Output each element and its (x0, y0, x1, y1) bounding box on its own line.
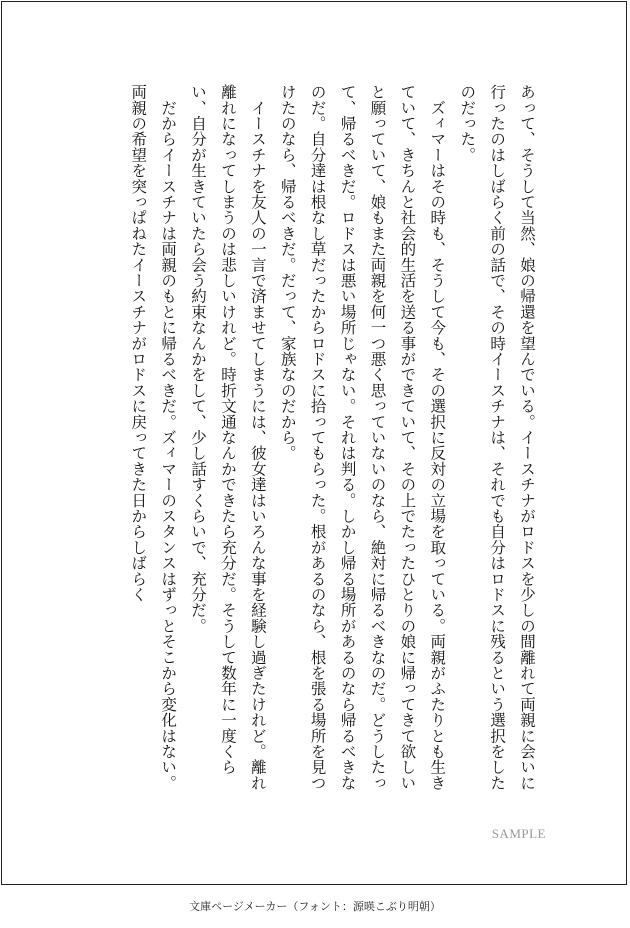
sample-watermark: SAMPLE (491, 826, 546, 841)
paragraph-3: イースチナを友人の一言で済ませてしまうには、彼女達はいろんな事を経験し過ぎたけれど。離れ離れになってしまうのは悲しいけれど。時折文通なんかできたら充分だ。そうして数年に一度くらい、自分が生きていたら会う約束なんかをして、少し話すくらいで、充分だ。 (189, 84, 267, 791)
vertical-body-text (81, 84, 541, 804)
footer-caption: 文庫ページメーカー（フォント：源暎こぶり明朝） (189, 900, 441, 913)
paragraph-1: あって、そうして当然、娘の帰還を望んでいる。イースチナがロドスを少しの間離れて両親に会いに行ったのはしばらく前の話で、その時イースチナは、それでも自分はロドスに残るという選択をしたのだった。 (458, 84, 536, 791)
book-page (1, 1, 627, 885)
paragraph-2: ズィマーはその時も、そうして今も、その選択に反対の立場を取っている。両親がふたりとも生きていて、きちんと社会的生活を送る事ができていて、その上でたったひとりの娘に帰ってきて欲しいと願っていて、娘もまた両親を何一つ悪く思っていないのなら、絶対に帰るべきなのだ。どうしたって、帰るべきだ。ロドスは悪い場所じゃない。それは判る。しかし帰る場所があるのなら帰るべきなのだ。自分達は根なし草だったからロドスに拾ってもらった。根があるのなら、根を張る場所を見つけたのなら、帰るべきだ。だって、家族なのだから。 (278, 84, 447, 791)
paragraph-4: だからイースチナは両親のもとに帰るべきだ。ズィマーのスタンスはずっとそこから変化はない。両親の希望を突っぱねたイースチナがロドスに戻ってきた日からしばらく (129, 84, 178, 791)
